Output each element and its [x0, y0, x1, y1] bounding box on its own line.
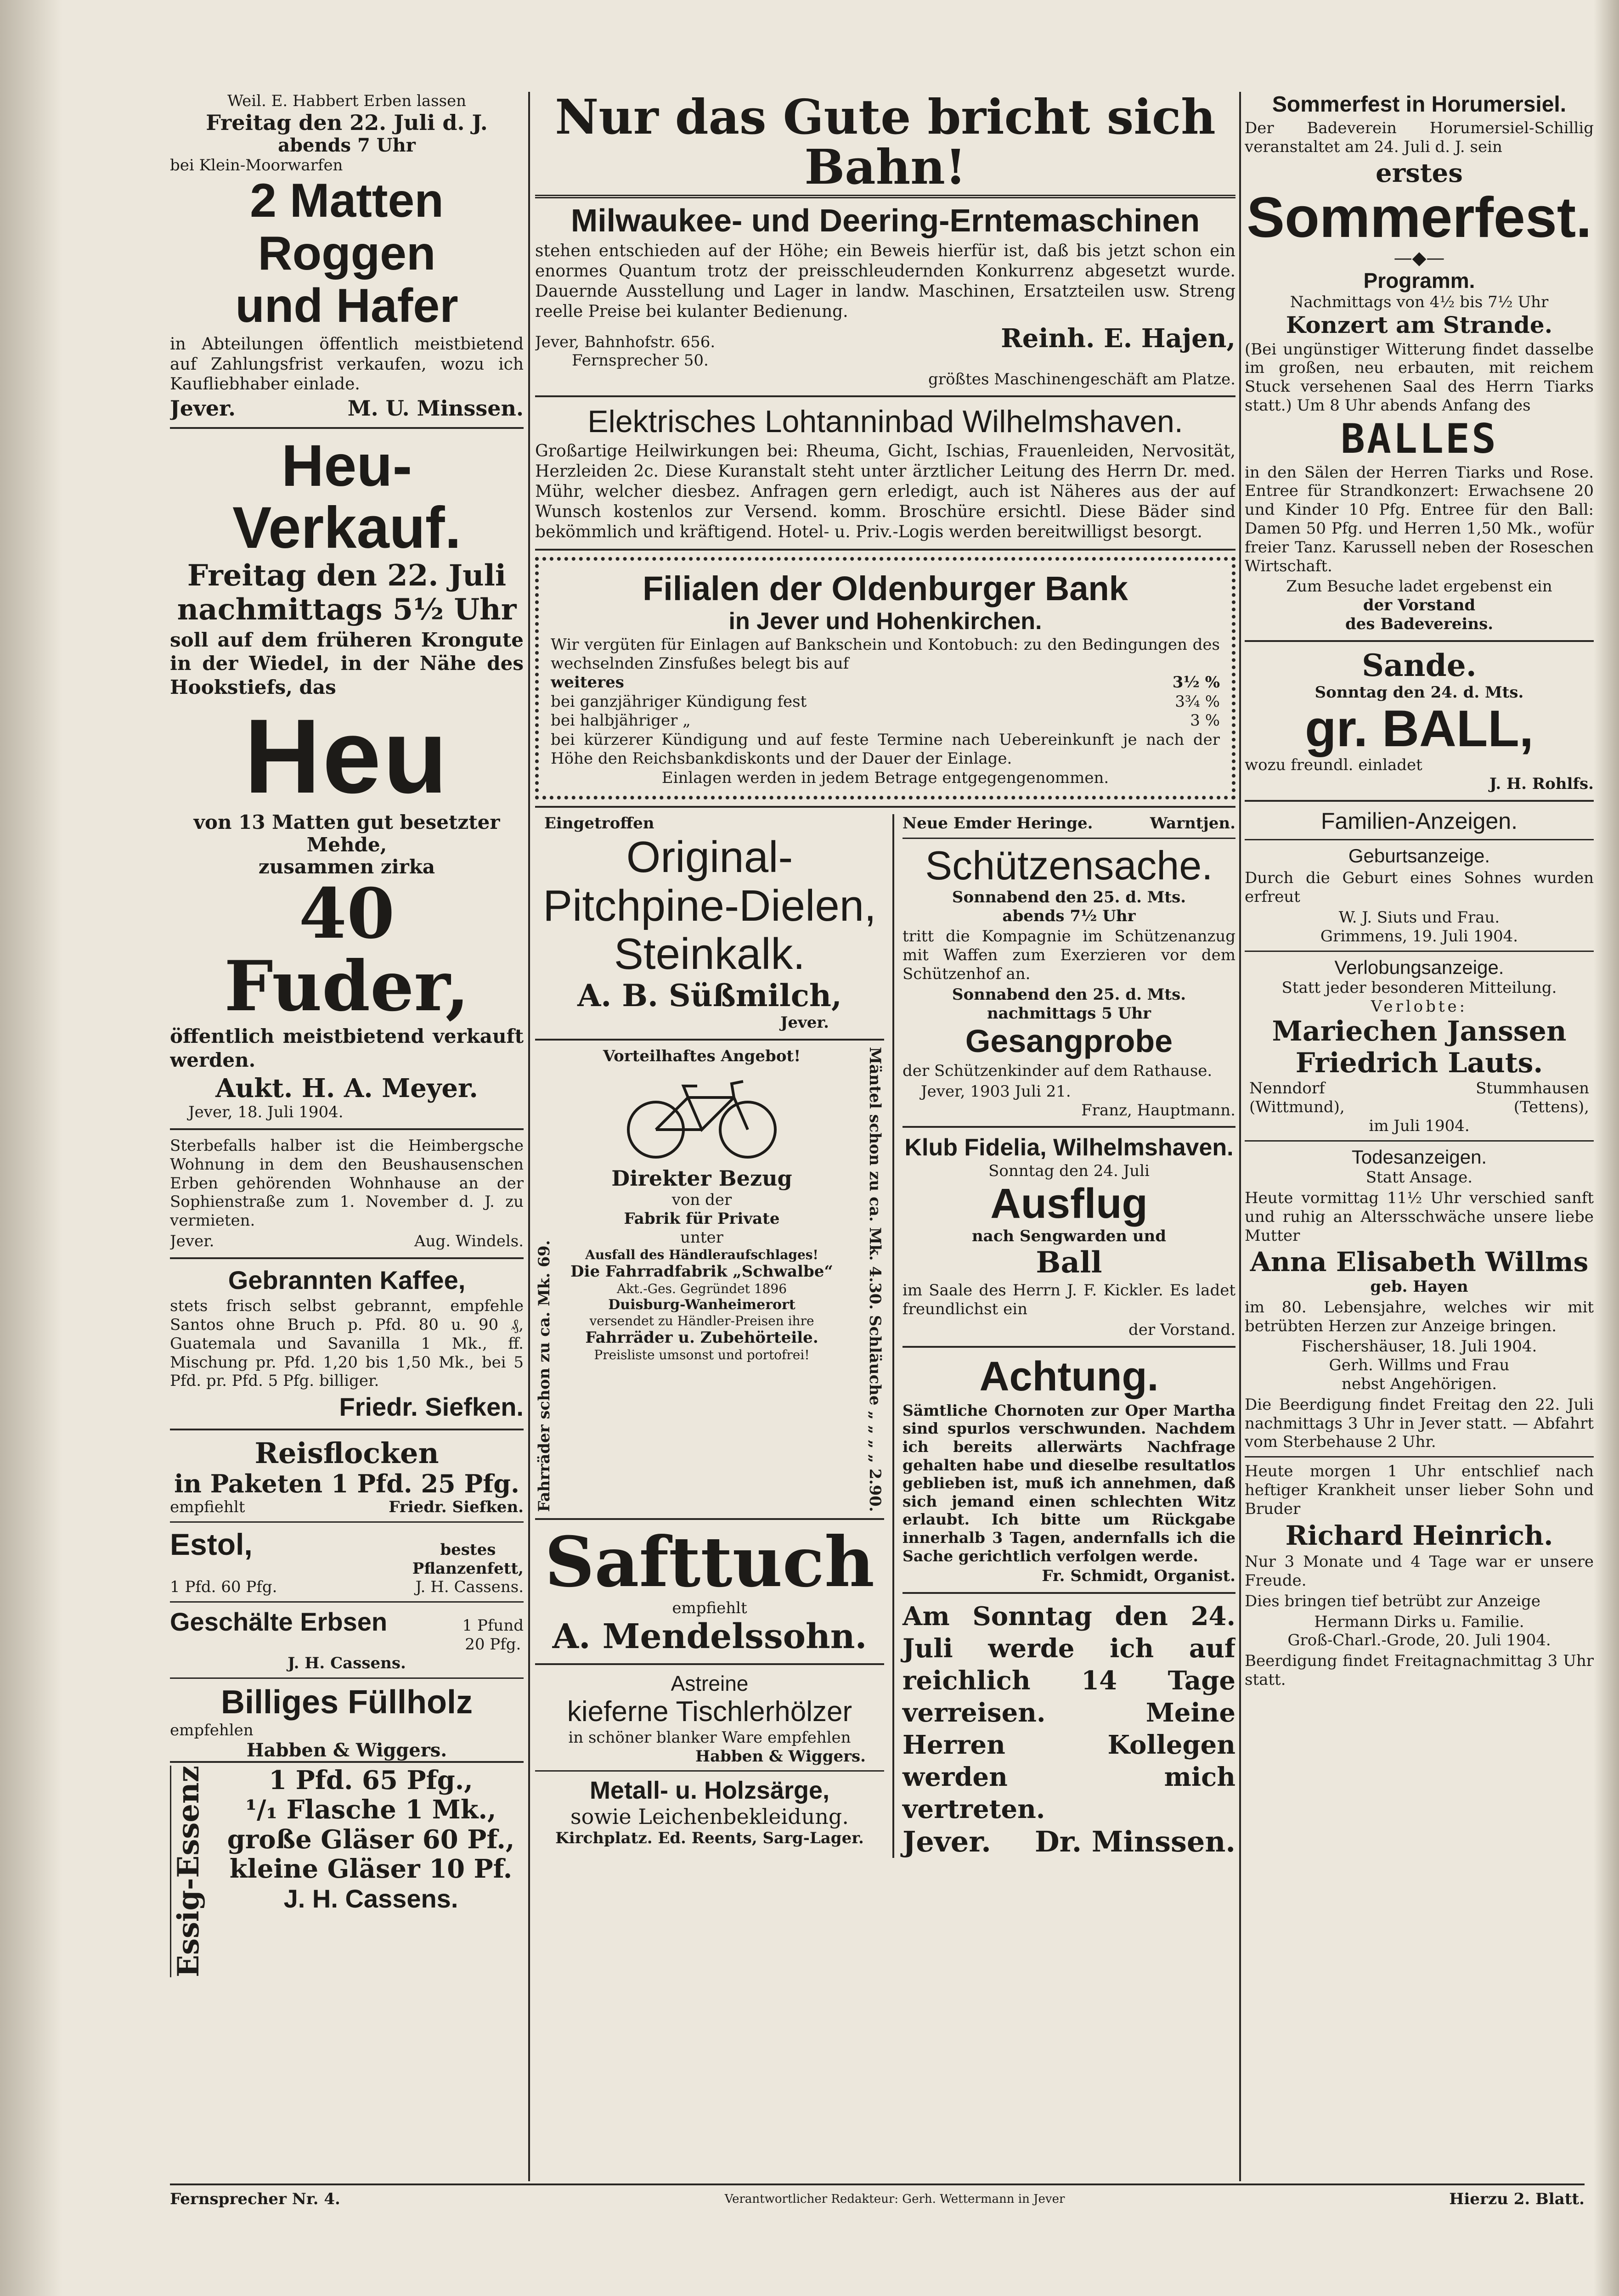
ad-wohnung	[170, 1137, 524, 1251]
ad-text: nach Sengwarden und	[971, 1227, 1167, 1246]
ad-text: (Tettens),	[1513, 1098, 1589, 1117]
ad-name: Friedrich Lauts.	[1295, 1047, 1543, 1080]
ad-signer: Reinh. E. Hajen,	[1001, 323, 1235, 354]
ad-text: Zum Besuche ladet ergebenst ein	[1286, 577, 1552, 596]
ad-signer: Aug. Windels.	[414, 1232, 524, 1250]
ad-text: Sonntag den 24. Juli	[988, 1162, 1150, 1181]
ad-text: Nenndorf	[1249, 1079, 1325, 1098]
ad-text: versendet zu Händler-Preisen ihre	[589, 1313, 814, 1328]
ad-headline: Klub Fidelia, Wilhelmshaven.	[904, 1134, 1234, 1161]
ad-text: Akt.-Ges. Gegründet 1896	[616, 1281, 787, 1296]
ad-body: bei kürzerer Kündigung und auf feste Termine nach Uebereinkunft je nach der Höhe den Reichsbankdiskonts und der Dauer der Einlage.	[551, 730, 1220, 768]
ad-signer: Franz, Hauptmann.	[1081, 1101, 1235, 1120]
ad-signer: der Vorstand.	[1128, 1321, 1235, 1339]
ad-schuetzensache	[903, 844, 1235, 1120]
section-title: Familien-Anzeigen.	[1321, 808, 1517, 834]
ad-text: 20 Pfg.	[465, 1635, 521, 1654]
ad-dateline: im Juli 1904.	[1369, 1117, 1470, 1136]
ad-vertical-label: Fahrräder schon zu ca. Mk. 69.	[535, 1240, 553, 1512]
ad-body: im 80. Lebensjahre, welches wir mit betrübten Herzen zur Anzeige bringen.	[1245, 1298, 1594, 1335]
ad-text: in Paketen 1 Pfd. 25 Pfg.	[174, 1469, 519, 1498]
ad-text: nachmittags 5 Uhr	[987, 1004, 1151, 1023]
ad-signer: J. H. Cassens.	[415, 1578, 524, 1597]
section-subtitle: Geburtsanzeige.	[1348, 845, 1490, 867]
ad-text: nachmittags 5½ Uhr	[177, 592, 517, 627]
ad-vertical-label: Mäntel schon zu ca. Mk. 4.30. Schläuche „ „ „ „ 2.90.	[866, 1047, 884, 1512]
ad-text: sowie Leichenbekleidung.	[570, 1804, 849, 1829]
ad-body: Nur 3 Monate und 4 Tage war er unsere Freude.	[1245, 1553, 1594, 1590]
ad-headline: Billiges Füllholz	[220, 1683, 473, 1721]
ad-body: Einlagen werden in jedem Betrage entgegengenommen.	[661, 768, 1109, 787]
ad-subheadline: Programm.	[1363, 269, 1475, 293]
ad-essig	[170, 1761, 524, 1977]
ad-text: abends 7½ Uhr	[1002, 906, 1136, 925]
rate-value: 3½ %	[1172, 673, 1220, 692]
ad-text: Direkter Bezug	[611, 1166, 792, 1191]
ad-signer: Warntjen.	[1150, 814, 1235, 833]
ad-body: in den Sälen der Herren Tiarks und Rose. Entree für Strandkonzert: Erwachsene 20 und Kinder 10 Pfg. Entree für den Ball: Damen 50 Pfg. und Herren 1,50 Mk., wofür freier Tanz. Karussell neben der Roseschen Wirtschaft.	[1245, 463, 1594, 575]
ad-body: Sämtliche Chornoten zur Oper Martha sind spurlos verschwunden. Nachdem ich bereits allerwärts Nachfrage gehalten habe und dieselbe resultatlos geblieben ist, muß ich annehmen, daß sich jemand einen schlechten Witz erlaubt. Ich bitte um Rückgabe innerhalb 3 Tagen, andernfalls ich die Sache gerichtlich verfolgen werde.	[903, 1401, 1235, 1565]
ad-lohtannin	[535, 404, 1235, 542]
ad-body: Beerdigung findet Freitagnachmittag 3 Uhr statt.	[1245, 1652, 1594, 1689]
ad-headline: Schützensache.	[925, 843, 1213, 889]
ad-text: empfiehlt	[170, 1497, 245, 1516]
ad-headline: Milwaukee- und Deering-Erntemaschinen	[570, 203, 1200, 239]
rate-label: bei ganzjähriger Kündigung fest	[551, 692, 807, 711]
ad-text: Sonntag den 24. d. Mts.	[1314, 683, 1524, 702]
ad-tischler	[535, 1671, 884, 1766]
page-footer	[170, 2183, 1585, 2213]
ad-achtung	[903, 1354, 1235, 1586]
page-binding-shadow	[0, 0, 62, 2296]
ad-text: Sonnabend den 25. d. Mts.	[952, 888, 1186, 906]
section-subtitle: Todesanzeigen.	[1351, 1146, 1487, 1168]
ad-place: Jever.	[780, 1013, 829, 1032]
ad-estol	[170, 1527, 524, 1597]
middle-split	[535, 814, 1235, 1858]
ad-oldenburger-bank	[535, 557, 1235, 800]
ad-text: von 13 Matten gut besetzter Mehde,	[193, 811, 500, 856]
ad-text: Ausfall des Händleraufschlages!	[585, 1247, 818, 1262]
ad-headline: Elektrisches Lohtanninbad Wilhelmshaven.	[587, 404, 1183, 439]
ad-body: Der Badeverein Horumersiel-Schillig veranstaltet am 24. Juli d. J. sein	[1245, 119, 1594, 156]
ad-signer: M. U. Minssen.	[347, 396, 524, 421]
ad-text: zusammen zirka	[258, 855, 435, 878]
ad-text: kleine Gläser 10 Pf.	[229, 1854, 513, 1885]
ad-headline: kieferne Tischlerhölzer	[567, 1696, 852, 1728]
ad-signer: Habben & Wiggers.	[695, 1747, 866, 1766]
motto-banner	[535, 92, 1235, 198]
ad-headline: 2 Matten Roggen	[250, 174, 444, 280]
ad-headline: Nur das Gute bricht sich Bahn!	[555, 92, 1216, 196]
ad-body: Durch die Geburt eines Sohnes wurden erfreut	[1245, 869, 1594, 906]
footer-phone: Fernsprecher Nr. 4.	[170, 2190, 340, 2208]
ad-text: Neue Emder Heringe.	[903, 814, 1093, 833]
ad-headline: Filialen der Oldenburger Bank	[643, 569, 1128, 608]
ad-vertical-label: Essig-Essenz	[170, 1766, 213, 1977]
ad-headline: Estol,	[170, 1527, 253, 1561]
ad-signer: des Badevereins.	[1345, 614, 1494, 633]
ad-headline: Metall- u. Holzsärge,	[589, 1777, 830, 1805]
ad-dateline: Fischershäuser, 18. Juli 1904.	[1301, 1337, 1537, 1356]
rate-value: 3 %	[1190, 711, 1220, 730]
ad-text: empfehlen	[170, 1721, 254, 1740]
ad-body: Heute morgen 1 Uhr entschlief nach heftiger Krankheit unser lieber Sohn und Bruder	[1245, 1462, 1594, 1518]
ad-signer: Friedr. Siefken.	[339, 1392, 524, 1422]
ad-address: Jever, Bahnhofstr. 656.	[535, 332, 716, 351]
ad-text: unter	[680, 1228, 723, 1247]
ad-text: wozu freundl. einladet	[1245, 755, 1422, 774]
ad-headline: Geschälte Erbsen	[170, 1607, 388, 1637]
ad-text: Preisliste umsonst und portofrei!	[594, 1347, 810, 1362]
ad-safttuch	[535, 1522, 884, 1657]
ad-dateline: Jever, 1903 Juli 21.	[921, 1082, 1071, 1101]
ad-headline: Ausflug	[990, 1180, 1148, 1227]
ornament-divider-icon: —◆—	[1393, 248, 1445, 269]
ad-fuellholz	[170, 1683, 524, 1761]
ad-signer: Hermann Dirks u. Familie.	[1314, 1612, 1524, 1631]
ad-headline: Heu-Verkauf.	[232, 433, 462, 561]
ad-text: Vorteilhaftes Angebot!	[603, 1047, 801, 1065]
ad-text: Die Fahrradfabrik „Schwalbe“	[570, 1262, 833, 1281]
ad-text: Verlobte:	[1371, 997, 1468, 1016]
ad-reisflocken	[170, 1437, 524, 1517]
ad-headline: Achtung.	[979, 1353, 1159, 1400]
ad-text: größtes Maschinengeschäft am Platze.	[928, 370, 1235, 389]
column-middle	[535, 92, 1235, 2195]
ad-body: in Abteilungen öffentlich meistbietend auf Zahlungsfrist verkaufen, wozu ich Kaufliebhaber einlade.	[170, 334, 524, 394]
ad-name: Anna Elisabeth Willms	[1250, 1246, 1589, 1278]
ad-text: 1 Pfund	[462, 1616, 524, 1635]
ad-text: von der	[671, 1191, 732, 1210]
ad-headline: Original-	[626, 833, 793, 882]
ad-body: Die Beerdigung findet Freitag den 22. Juli nachmittags 3 Uhr in Jever statt. — Abfahrt vom Sterbehause 2 Uhr.	[1245, 1395, 1594, 1452]
ad-signer: W. J. Siuts und Frau.	[1338, 908, 1500, 927]
ad-signer: nebst Angehörigen.	[1341, 1375, 1497, 1393]
ad-text: Weil. E. Habbert Erben lassen	[227, 92, 467, 110]
ad-headline: und Hafer	[235, 279, 458, 333]
ad-signer: Aukt. H. A. Meyer.	[215, 1073, 478, 1103]
ad-text: Sonnabend den 25. d. Mts.	[952, 985, 1186, 1004]
ad-text: Statt Ansage.	[1365, 1168, 1473, 1187]
bicycle-icon	[619, 1070, 784, 1162]
ad-place: Jever.	[170, 396, 236, 421]
ad-text: bestes	[440, 1540, 496, 1559]
ad-dateline: Groß-Charl.-Grode, 20. Juli 1904.	[1287, 1631, 1551, 1650]
ad-signer: A. Mendelssohn.	[552, 1617, 867, 1657]
ad-signer: Habben & Wiggers.	[246, 1739, 447, 1761]
ad-signer: Kirchplatz. Ed. Reents, Sarg-Lager.	[555, 1829, 864, 1848]
ad-price: 1 Pfd. 60 Pfg.	[170, 1578, 277, 1597]
ad-headline: Safttuch	[544, 1522, 875, 1603]
ad-text: Duisburg-Wanheimerort	[608, 1296, 795, 1313]
ad-signer: J. H. Cassens.	[288, 1654, 406, 1672]
ad-signer: Dr. Minssen.	[1034, 1825, 1235, 1859]
ad-text: geb. Hayen	[1370, 1277, 1468, 1296]
ad-place: Jever.	[903, 1825, 991, 1859]
ad-headline: Sommerfest in Horumersiel.	[1272, 92, 1567, 117]
ad-signer: A. B. Süßmilch,	[577, 977, 842, 1013]
ad-headline: Steinkalk.	[614, 929, 806, 979]
ad-text: Pflanzenfett,	[412, 1559, 524, 1578]
ad-sande	[1245, 648, 1594, 793]
ad-body: Dies bringen tief betrübt zur Anzeige	[1245, 1592, 1540, 1610]
ad-dielen	[535, 814, 884, 1032]
column-rule	[528, 92, 530, 2181]
ad-subheadline: in Jever und Hohenkirchen.	[728, 608, 1042, 635]
ad-text: abends 7 Uhr	[278, 134, 416, 156]
ad-body: stehen entschieden auf der Höhe; ein Beweis hierfür ist, daß bis jetzt schon ein enormes Quantum trotz der preisschleudernden Konkurrenz abgesetzt wurde. Dauernde Ausstellung und Lager in landw. Maschinen, Ersatzteilen usw. Streng reelle Preise bei kulanter Bedienung.	[535, 241, 1235, 321]
ad-body: tritt die Kompagnie im Schützenanzug mit Waffen zum Exerzieren vor dem Schützenhof an.	[903, 927, 1235, 984]
page-edge-shadow	[1594, 0, 1619, 2296]
ad-signer: Fr. Schmidt, Organist.	[1042, 1567, 1235, 1586]
ad-body: Großartige Heilwirkungen bei: Rheuma, Gicht, Ischias, Frauenleiden, Nervosität, Herzleiden 2c. Diese Kuranstalt steht unter ärztlicher Leitung des Herrn Dr. med. Mühr, welcher diesbez. Anfragen gern erledigt, auch ist Näheres aus der auf Wunsch kostenlos zur Versend. komm. Broschüre ersichtl. Diese Bäder sind bekömmlich und kräftigend. Hotel- u. Priv.-Logis werden bereitwilligst besorgt.	[535, 442, 1235, 541]
footer-editor: Verantwortlicher Redakteur: Gerh. Wettermann in Jever	[724, 2192, 1065, 2206]
ad-dateline: Jever, 18. Juli 1904.	[188, 1103, 344, 1122]
ad-text: Eingetroffen	[544, 814, 654, 833]
ad-body: der Schützenkinder auf dem Rathause.	[903, 1061, 1213, 1080]
ad-fidelia	[903, 1134, 1235, 1339]
ad-headline: BALLES	[1341, 415, 1498, 462]
ad-text: große Gläser 60 Pf.,	[227, 1824, 515, 1855]
rate-label: bei halbjähriger „	[551, 711, 691, 730]
ad-fahrrad	[535, 1047, 884, 1512]
ad-dateline: Grimmens, 19. Juli 1904.	[1320, 927, 1518, 945]
ad-kaffee	[170, 1266, 524, 1422]
ad-headline: Pitchpine-Dielen,	[543, 881, 876, 930]
ad-signer: Gerh. Willms und Frau	[1329, 1356, 1510, 1375]
column-rule	[1239, 92, 1241, 2181]
ad-text: 1 Pfd. 65 Pfg.,	[269, 1765, 473, 1796]
ad-text: Astreine	[671, 1671, 749, 1695]
ad-name: Richard Heinrich.	[1285, 1519, 1553, 1551]
ad-headline: Sande.	[1362, 647, 1477, 683]
ad-text: Freitag den 22. Juli	[187, 558, 507, 593]
ad-text: Statt jeder besonderen Mitteilung.	[1281, 978, 1557, 997]
ad-saerge	[535, 1776, 884, 1848]
ad-body: Heute vormittag 11½ Uhr verschied sanft und ruhig an Altersschwäche unsere liebe Mutter	[1245, 1188, 1594, 1245]
ad-body: (Bei ungünstiger Witterung findet dasselbe im großen, neu erbauten, mit reichem Stuck versehenen Saal des Herrn Tiarks statt.) Um 8 Uhr abends Anfang des	[1245, 340, 1594, 415]
ad-signer: der Vorstand	[1363, 596, 1476, 615]
ad-body: öffentlich meistbietend verkauft werden.	[170, 1025, 524, 1071]
ad-headline: gr. BALL,	[1305, 700, 1534, 758]
ad-body: Wir vergüten für Einlagen auf Bankschein und Kontobuch: zu den Bedingungen des wechselnden Zinsfußes belegt bis auf	[551, 635, 1220, 673]
ad-headline: Konzert am Strande.	[1286, 311, 1553, 339]
column-left	[170, 92, 524, 2195]
column-right	[1245, 92, 1594, 2195]
ad-place: Jever.	[170, 1232, 214, 1250]
ad-text: Fahrräder u. Zubehörteile.	[585, 1328, 818, 1347]
ad-text: in schöner blanker Ware empfehlen	[568, 1728, 851, 1747]
ad-text: Stummhausen	[1476, 1079, 1589, 1098]
ad-text: ¹/₁ Flasche 1 Mk.,	[245, 1795, 496, 1825]
ad-text: erstes	[1376, 158, 1463, 188]
ad-body: soll auf dem früheren Krongute in der Wiedel, in der Nähe des Hookstiefs, das	[170, 629, 524, 698]
ad-text: Freitag den 22. Juli d. J.	[206, 110, 488, 135]
ad-erbsen	[170, 1607, 524, 1672]
ad-text: Nachmittags von 4½ bis 7½ Uhr	[1290, 293, 1549, 312]
ad-signer: Friedr. Siefken.	[389, 1497, 524, 1516]
ad-text: (Wittmund),	[1249, 1098, 1345, 1117]
ad-signer: J. H. Cassens.	[283, 1884, 458, 1913]
ad-signer: J. H. Rohlfs.	[1489, 774, 1594, 793]
ad-body: im Saale des Herrn J. F. Kickler. Es ladet freundlichst ein	[903, 1281, 1235, 1319]
family-announcements	[1245, 808, 1594, 1689]
ad-body: Sterbefalls halber ist die Heimbergsche Wohnung in dem den Beushausenschen Erben gehörenden Wohnhause an der Sophienstraße zum 1. November d. J. zu vermieten.	[170, 1136, 524, 1230]
ad-sommerfest	[1245, 92, 1594, 634]
ad-headline: Ball	[1036, 1245, 1102, 1280]
ad-heu	[170, 435, 524, 1122]
ad-heringe	[903, 814, 1235, 833]
ad-body: Am Sonntag den 24. Juli werde ich auf reichlich 14 Tage verreisen. Meine Herren Kollegen werden mich vertreten.	[903, 1601, 1235, 1825]
ad-headline: Reisflocken	[254, 1436, 439, 1470]
footer-supplement-note: Hierzu 2. Blatt.	[1449, 2190, 1585, 2208]
ad-address: Fernsprecher 50.	[572, 351, 709, 370]
ad-headline: Sommerfest.	[1247, 186, 1592, 250]
rate-value: 3¾ %	[1175, 692, 1220, 711]
ad-verreisen	[903, 1600, 1235, 1858]
ad-headline: 40 Fuder,	[224, 873, 469, 1027]
ad-text: bei Klein-Moorwarfen	[170, 156, 343, 174]
ad-name: Mariechen Janssen	[1272, 1015, 1567, 1048]
ad-milwaukee	[535, 202, 1235, 389]
ad-headline: Gesangprobe	[965, 1023, 1173, 1059]
ad-body: stets frisch selbst gebrannt, empfehle Santos ohne Bruch p. Pfd. 80 u. 90 ₰, Guatemala und Savanilla 1 Mk., ff. Mischung pr. Pfd. 1,20 bis 1,50 Mk., bei 5 Pfd. pr. Pfd. 5 Pfg. billiger.	[170, 1297, 524, 1390]
ad-text: Fabrik für Private	[624, 1210, 780, 1228]
rate-label: weiteres	[551, 673, 624, 692]
ad-text: empfiehlt	[672, 1598, 747, 1617]
section-subtitle: Verlobungsanzeige.	[1334, 956, 1504, 978]
ad-headline: Gebrannten Kaffee,	[228, 1265, 466, 1294]
ad-roggen	[170, 92, 524, 421]
ad-headline: Heu	[244, 697, 450, 815]
